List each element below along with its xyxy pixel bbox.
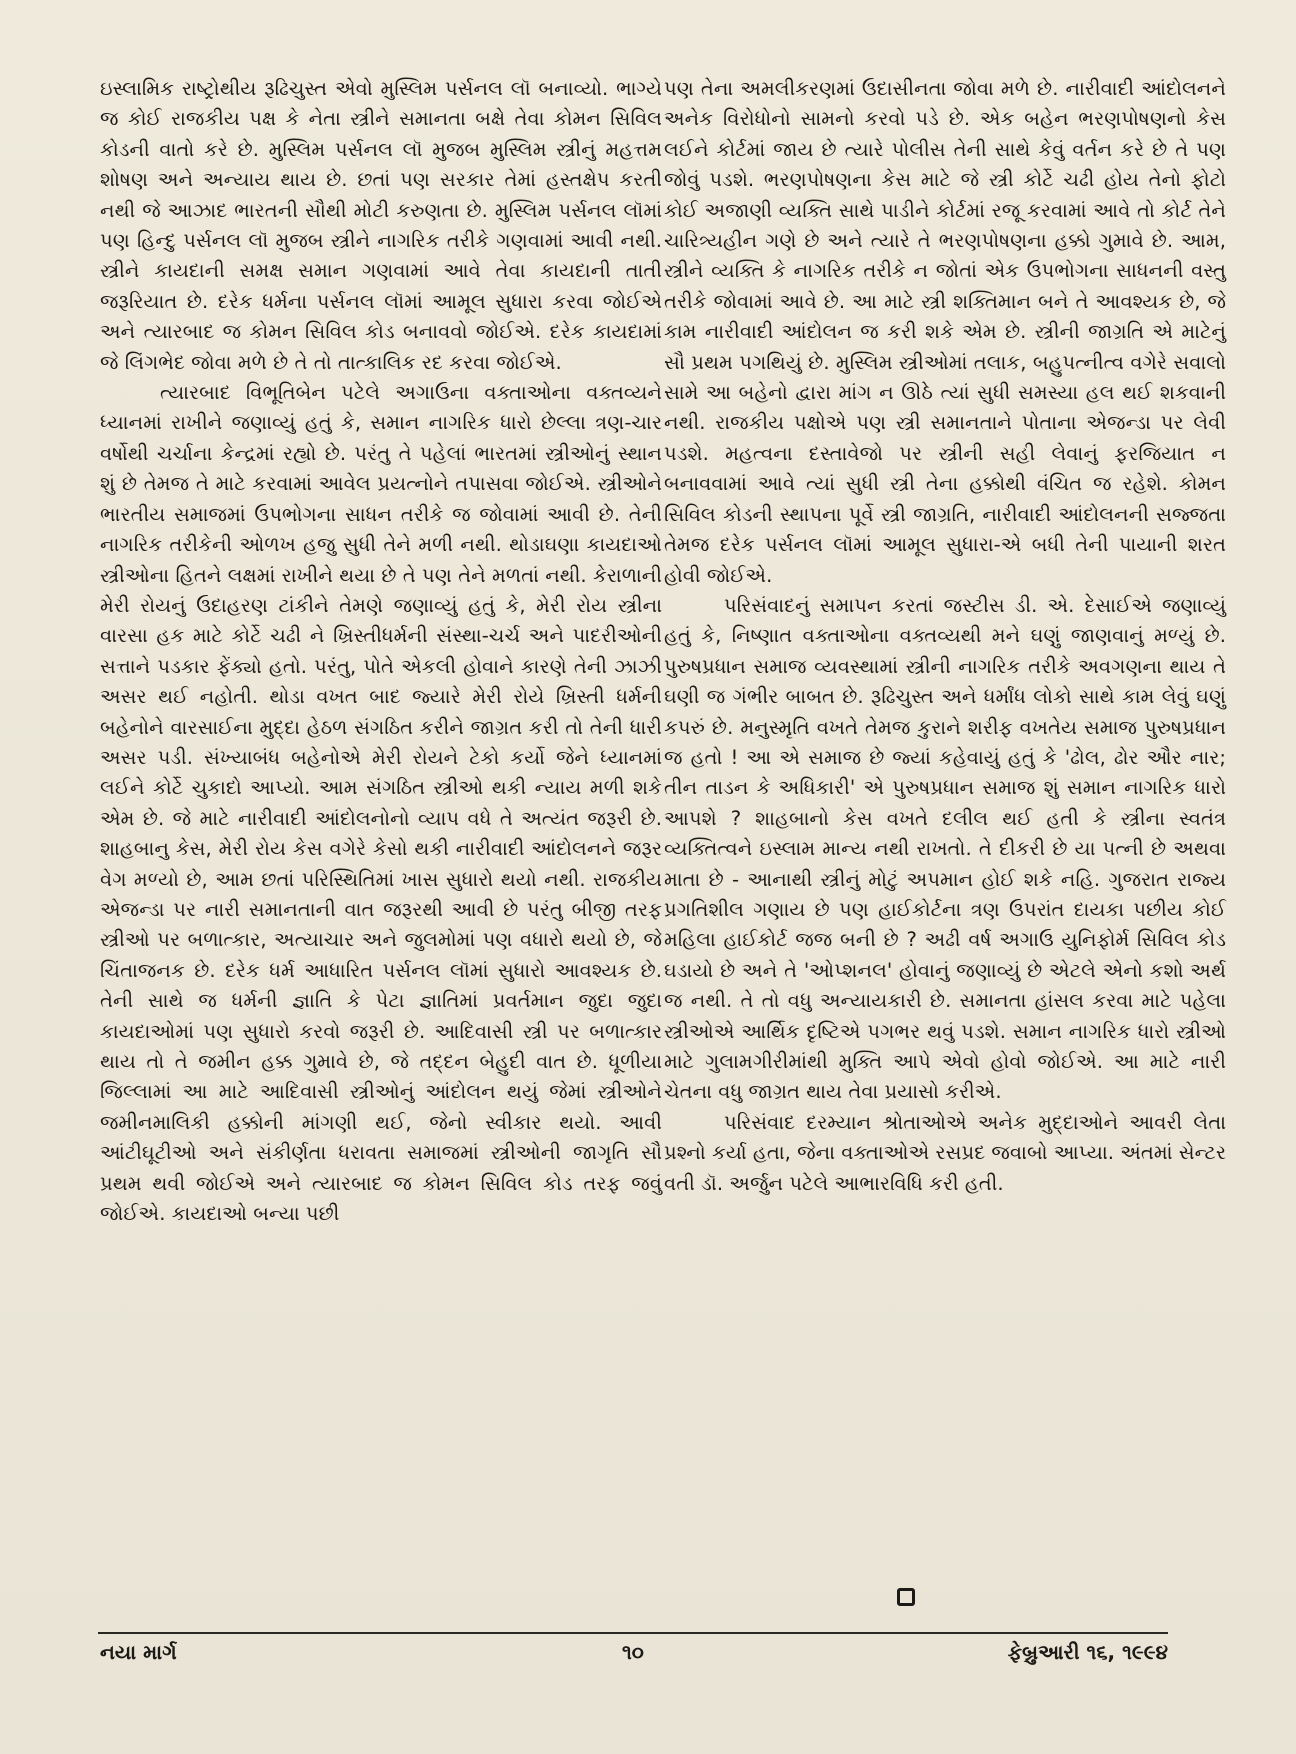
footer-page-number: ૧૦ bbox=[622, 1640, 644, 1664]
footer-rule bbox=[98, 1632, 1168, 1634]
paragraph: પરિસંવાદનું સમાપન કરતાં જસ્ટીસ ડી. એ. દેસાઈએ જણાવ્યું હતું કે, નિષ્ણાત વક્તાઓના વક્તવ્યથી મને ઘણું જાણવાનું મળ્યું છે. પુરુષપ્રધાન સમાજ વ્યવસ્થામાં સ્ત્રીની નાગરિક તરીકે અવગણના થાય તે ઘણી જ ગંભીર બાબત છે. રૂઢિચુસ્ત અને ધર્માંધ લોકો સાથે કામ લેવું ઘણું કપરું છે. મનુસ્મૃતિ વખતે તેમજ કુરાને શરીફ વખતેય સમાજ પુરુષપ્રધાન જ હતો ! આ એ સમાજ છે જ્યાં કહેવાયું હતું કે 'ઢોલ, ઢોર ઔર નાર; તીન તાડન કે અધિકારી' એ પુરુષપ્રધાન સમાજ શું સમાન નાગરિક ધારો આપશે ? શાહબાનો કેસ વખતે દલીલ થઈ હતી કે સ્ત્રીના સ્વતંત્ર વ્યક્તિત્વને ઇસ્લામ માન્ય નથી રાખતો. તે દીકરી છે યા પત્ની છે અથવા માતા છે - આનાથી સ્ત્રીનું મોટું અપમાન હોઈ શકે નહિ. ગુજરાત રાજ્ય પ્રગતિશીલ ગણાય છે પણ હાઈકોર્ટના ત્રણ ઉપરાંત દાયકા પછીય કોઈ મહિલા હાઈકોર્ટ જજ બની છે ? અઢી વર્ષ અગાઉ યુનિફોર્મ સિવિલ કોડ ઘડાયો છે અને તે 'ઓપ્શનલ' હોવાનું જણાવ્યું છે એટલે એનો કશો અર્થ જ નથી. તે તો વધુ અન્યાયકારી છે. સમાનતા હાંસલ કરવા માટે પહેલા સ્ત્રીઓએ આર્થિક દૃષ્ટિએ પગભર થવું પડશે. સમાન નાગરિક ધારો સ્ત્રીઓ માટે ગુલામગીરીમાંથી મુક્તિ આપે એવો હોવો જોઈએ. આ માટે નારી ચેતના વધુ જાગ્રત થાય તેવા પ્રયાસો કરીએ. bbox=[664, 593, 1226, 1104]
footer-date: ફેબ્રુઆરી ૧૬, ૧૯૯૪ bbox=[1007, 1640, 1168, 1664]
paragraph: ત્યારબાદ વિભૂતિબેન પટેલે અગાઉના વક્તાઓના વક્તવ્યને ધ્યાનમાં રાખીને જણાવ્યું હતું કે, સમાન નાગરિક ધારો છેલ્લા ત્રણ-ચાર વર્ષોથી ચર્ચાના કેન્દ્રમાં રહ્યો છે. પરંતુ તે પહેલાં ભારતમાં સ્ત્રીઓનું સ્થાન શું છે તેમજ તે માટે કરવામાં આવેલ પ્રયત્નોને તપાસવા જોઈએ. સ્ત્રીઓને ભારતીય સમાજમાં ઉપભોગના સાધન તરીકે જ જોવામાં આવી છે. તેની નાગરિક તરીકેની ઓળખ હજુ સુધી તેને મળી નથી. થોડાઘણા કાયદાઓ સ્ત્રીઓના હિતને લક્ષમાં રાખીને થયા છે તે પણ તેને મળતાં નથી. કેરાળાની મેરી રોયનું ઉદાહરણ ટાંકીને તેમણે જણાવ્યું હતું કે, મેરી રોય સ્ત્રીના વારસા હક માટે કોર્ટે ચઢી ને ખ્રિસ્તીધર્મની સંસ્થા-ચર્ચ અને પાદરીઓની સત્તાને પડકાર ફેંક્યો હતો. પરંતુ, પોતે એકલી હોવાને કારણે તેની ઝાઝી અસર થઈ નહોતી. થોડા વખત બાદ જ્યારે મેરી રોયે ખ્રિસ્તી ધર્મની બહેનોને વારસાઈના મુદ્દા હેઠળ સંગઠિત કરીને જાગ્રત કરી તો તેની ધારી અસર પડી. સંખ્યાબંધ બહેનોએ મેરી રોયને ટેકો કર્યો જેને ધ્યાનમાં લઈને કોર્ટે ચુકાદો આપ્યો. આમ સંગઠિત સ્ત્રીઓ થકી ન્યાય મળી શકે એમ છે. જે માટે નારીવાદી આંદોલનોનો વ્યાપ વધે તે અત્યંત જરૂરી છે. શાહબાનુ કેસ, મેરી રોય કેસ વગેરે કેસો થકી નારીવાદી આંદોલનને જરૂર વેગ મળ્યો છે, આમ છતાં પરિસ્થિતિમાં ખાસ સુધારો થયો નથી. રાજકીય એજન્ડા પર નારી સમાનતાની વાત જરૂરથી આવી છે પરંતુ બીજી તરફ સ્ત્રીઓ પર બળાત્કાર, અત્યાચાર અને જુલમોમાં પણ વધારો થયો છે, જે ચિંતાજનક છે. દરેક ધર્મ આધારિત પર્સનલ લૉમાં સુધારો આવશ્યક છે. તેની સાથે જ ધર્મની જ્ઞાતિ કે પેટા જ્ઞાતિમાં પ્રવર્તમાન જુદા જુદા કાયદાઓમાં પણ સુધારો કરવો જરૂરી છે. આદિવાસી સ્ત્રી પર બળાત્કાર થાય તો તે જમીન હક્ક ગુમાવે છે, જે તદ્દન બેહુદી વાત છે. ધૂળીયા જિલ્લામાં આ માટે આદિવાસી સ્ત્રીઓનું આંદોલન થયું જેમાં સ્ત્રીઓને જમીનમાલિકી હક્કોની માંગણી થઈ, જેનો સ્વીકાર થયો. આવી આંટીઘૂટીઓ અને સંકીર્ણતા ધરાવતા સમાજમાં સ્ત્રીઓની જાગૃતિ સૌ પ્રથમ થવી જોઈએ અને ત્યારબાદ જ કોમન સિવિલ કોડ તરફ જવું જોઈએ. કાયદાઓ બન્યા પછી bbox=[100, 381, 662, 1226]
right-column bbox=[664, 74, 1226, 1199]
paragraph: પણ તેના અમલીકરણમાં ઉદાસીનતા જોવા મળે છે. નારીવાદી આંદોલનને અનેક વિરોધોનો સામનો કરવો પડે છે. એક બહેન ભરણપોષણનો કેસ લઈને કોર્ટમાં જાય છે ત્યારે પોલીસ તેની સાથે કેવું વર્તન કરે છે તે પણ જોવું પડશે. ભરણપોષણના કેસ માટે જે સ્ત્રી કોર્ટે ચઢી હોય તેનો ફોટો કોઈ અજાણી વ્યક્તિ સાથે પાડીને કોર્ટમાં રજૂ કરવામાં આવે તો કોર્ટ તેને ચારિત્ર્યહીન ગણે છે અને ત્યારે તે ભરણપોષણના હક્કો ગુમાવે છે. આમ, સ્ત્રીને વ્યક્તિ કે નાગરિક તરીકે ન જોતાં એક ઉપભોગના સાધનની વસ્તુ તરીકે જોવામાં આવે છે. આ માટે સ્ત્રી શક્તિમાન બને તે આવશ્યક છે, જે કામ નારીવાદી આંદોલન જ કરી શકે એમ છે. સ્ત્રીની જાગ્રતિ એ માટેનું સૌ પ્રથમ પગથિયું છે. મુસ્લિમ સ્ત્રીઓમાં તલાક, બહુપત્નીત્વ વગેરે સવાલો સામે આ બહેનો દ્વારા માંગ ન ઊઠે ત્યાં સુધી સમસ્યા હલ થઈ શકવાની નથી. રાજકીય પક્ષોએ પણ સ્ત્રી સમાનતાને પોતાના એજન્ડા પર લેવી પડશે. મહત્વના દસ્તાવેજો પર સ્ત્રીની સહી લેવાનું ફરજિયાત ન બનાવવામાં આવે ત્યાં સુધી સ્ત્રી તેના હક્કોથી વંચિત જ રહેશે. કોમન સિવિલ કોડની સ્થાપના પૂર્વે સ્ત્રી જાગ્રતિ, નારીવાદી આંદોલનની સજ્જતા તેમજ દરેક પર્સનલ લૉમાં આમૂલ સુધારા-એ બધી તેની પાયાની શરત હોવી જોઈએ. bbox=[664, 77, 1226, 587]
paragraph: ઇસ્લામિક રાષ્ટ્રોથીય રૂઢિચુસ્ત એવો મુસ્લિમ પર્સનલ લૉ બનાવ્યો. ભાગ્યે જ કોઈ રાજકીય પક્ષ કે નેતા સ્ત્રીને સમાનતા બક્ષે તેવા કોમન સિવિલ કોડની વાતો કરે છે. મુસ્લિમ પર્સનલ લૉ મુજબ મુસ્લિમ સ્ત્રીનું મહત્તમ શોષણ અને અન્યાય થાય છે. છતાં પણ સરકાર તેમાં હસ્તક્ષેપ કરતી નથી જે આઝાદ ભારતની સૌથી મોટી કરુણતા છે. મુસ્લિમ પર્સનલ લૉમાં પણ હિન્દુ પર્સનલ લૉ મુજબ સ્ત્રીને નાગરિક તરીકે ગણવામાં આવી નથી. સ્ત્રીને કાયદાની સમક્ષ સમાન ગણવામાં આવે તેવા કાયદાની તાતી જરૂરિયાત છે. દરેક ધર્મના પર્સનલ લૉમાં આમૂલ સુધારા કરવા જોઈએ અને ત્યારબાદ જ કોમન સિવિલ કોડ બનાવવો જોઈએ. દરેક કાયદામાં જે લિંગભેદ જોવા મળે છે તે તો તાત્કાલિક રદ કરવા જોઈએ. bbox=[100, 77, 662, 374]
paragraph: પરિસંવાદ દરમ્યાન શ્રોતાઓએ અનેક મુદ્દાઓને આવરી લેતા પ્રશ્નો કર્યા હતા, જેના વક્તાઓએ રસપ્રદ જવાબો આપ્યા. અંતમાં સેન્ટર વતી ડૉ. અર્જુન પટેલે આભારવિધિ કરી હતી. bbox=[664, 1110, 1226, 1195]
left-column bbox=[100, 74, 662, 1229]
article-end-mark bbox=[897, 1588, 915, 1606]
footer-publication: નયા માર્ગ bbox=[100, 1640, 177, 1664]
